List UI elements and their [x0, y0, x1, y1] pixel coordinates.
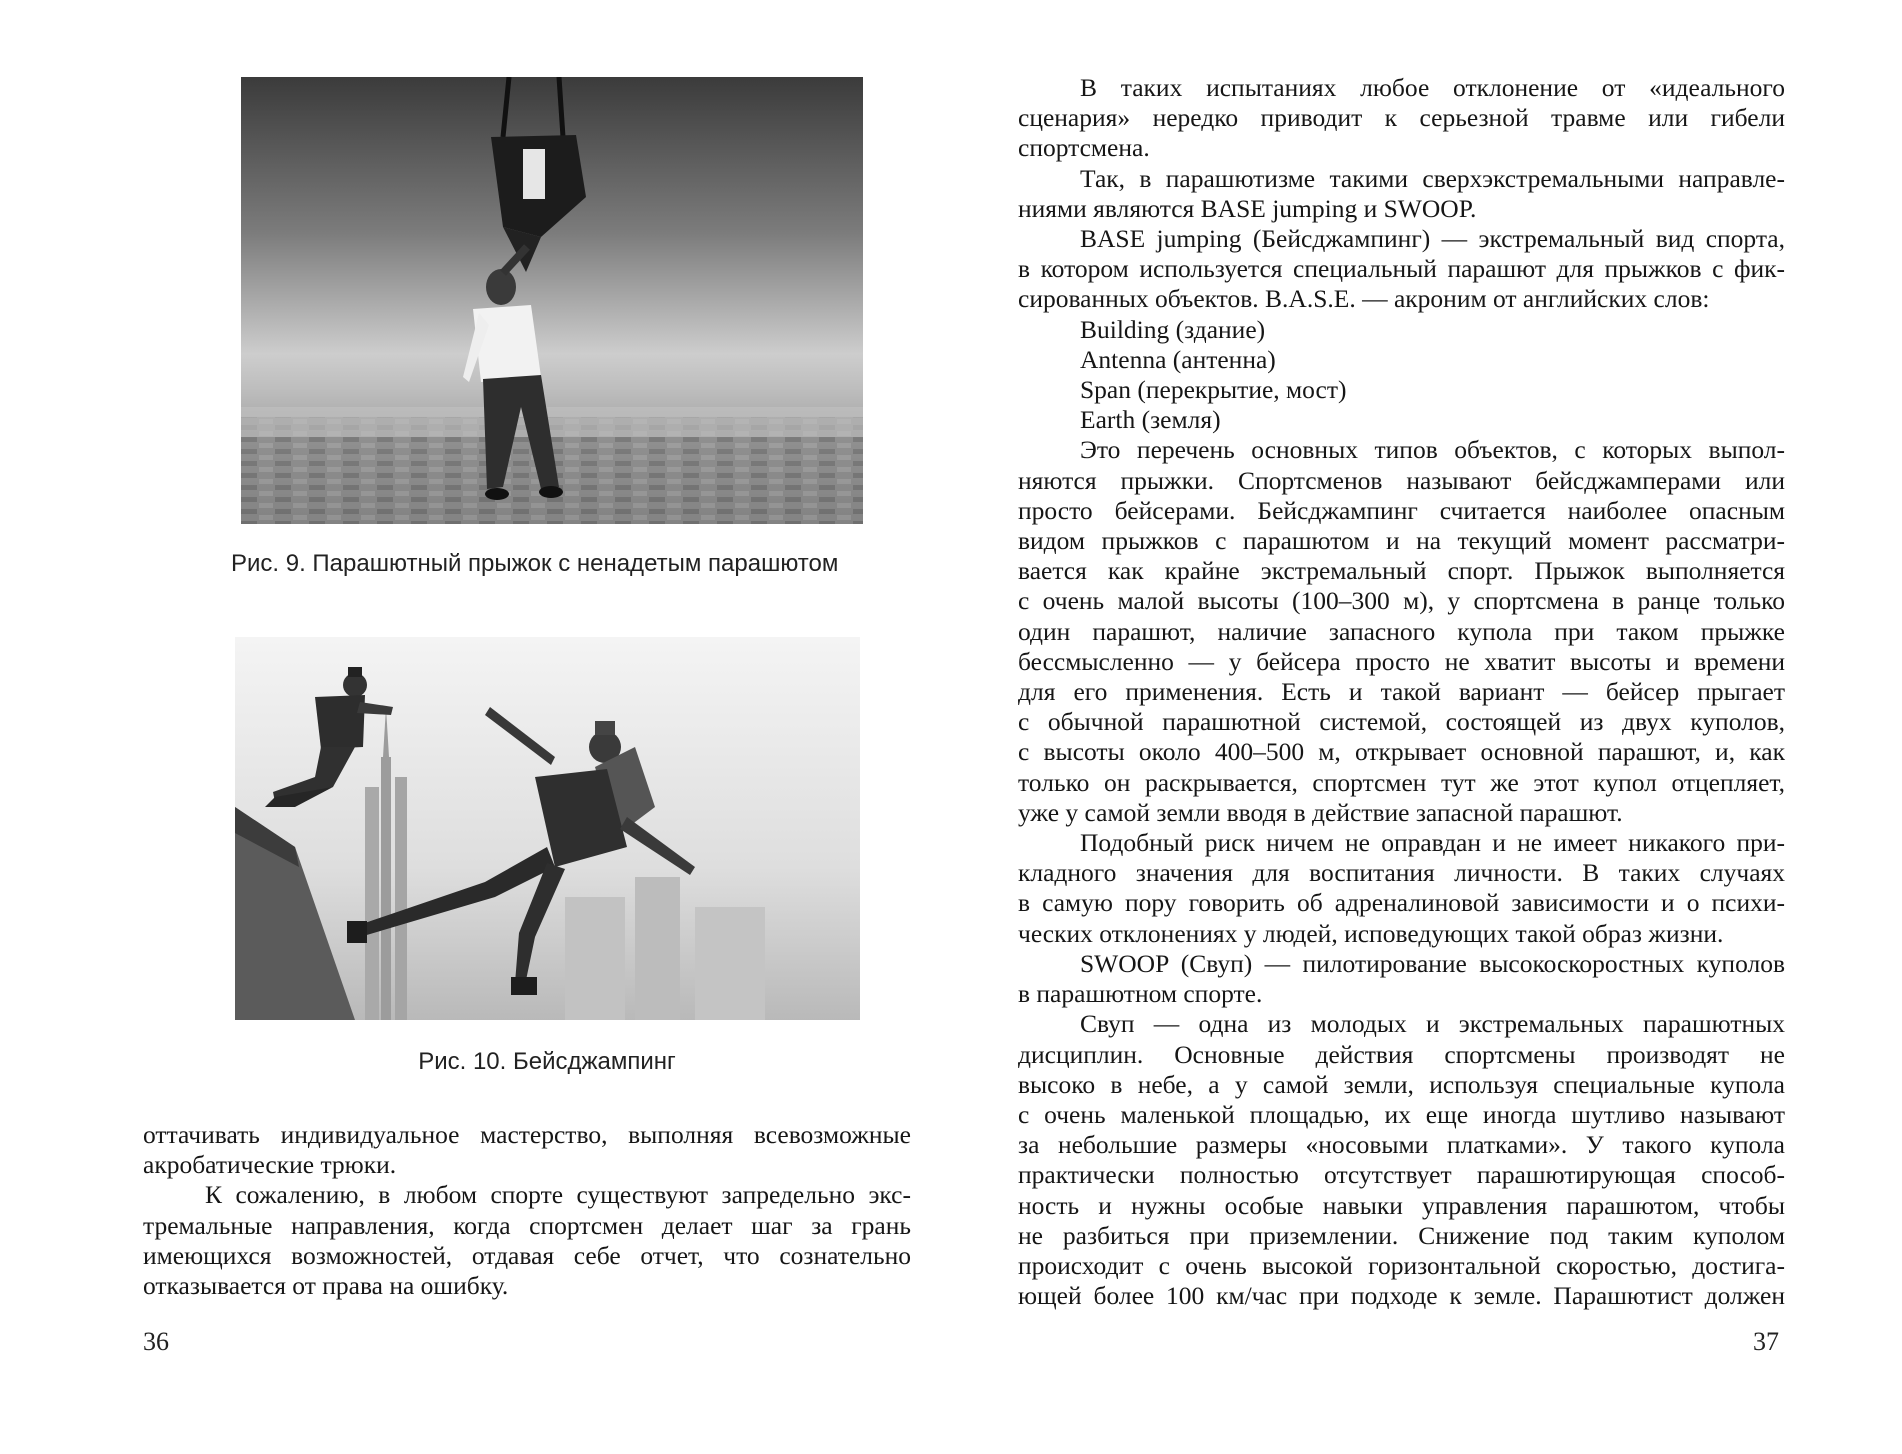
- right-page-text: [1018, 73, 1785, 1311]
- text-line: происходит с очень высокой горизонтальной скоростью, достига-: [1018, 1250, 1785, 1280]
- text-line: дисциплин. Основные действия спортсмены производят не: [1018, 1039, 1785, 1069]
- text-line: спортсмена.: [1018, 133, 1150, 163]
- text-line: В таких испытаниях любое отклонение от «идеального: [1080, 73, 1785, 102]
- text-line: ющей более 100 км/час при подходе к земле. Парашютист должен: [1018, 1281, 1785, 1311]
- figure-9-caption: Рис. 9. Парашютный прыжок с ненадетым парашютом: [231, 550, 839, 577]
- text-line: не разбиться при приземлении. Снижение под таким куполом: [1018, 1220, 1785, 1250]
- text-line: ниями являются BASE jumping и SWOOP.: [1018, 193, 1477, 223]
- text-line: няются прыжки. Спортсменов называют бейсджамперами или: [1018, 465, 1785, 495]
- text-line: Это перечень основных типов объектов, с которых выпол-: [1080, 435, 1785, 465]
- text-line: тремальные направления, когда спортсмен делает шаг за грань: [143, 1210, 911, 1240]
- text-line: кладного значения для воспитания личности. В таких случаях: [1018, 858, 1785, 888]
- text-line: высоко в небе, а у самой земли, используя специальные купола: [1018, 1069, 1785, 1099]
- text-line: с очень малой высоты (100–300 м), у спортсмена в ранце только: [1018, 586, 1785, 616]
- text-line: практически полностью отсутствует парашютирующая способ-: [1018, 1160, 1785, 1190]
- text-line: ческих отклонениях у людей, исповедующих такой образ жизни.: [1018, 918, 1724, 948]
- parachute-jump-photo: [241, 77, 863, 524]
- right-page: [951, 0, 1902, 1454]
- list-item: Span (перекрытие, мост): [1080, 375, 1347, 405]
- text-line: Свуп — одна из молодых и экстремальных парашютных: [1080, 1009, 1785, 1039]
- text-line: уже у самой земли вводя в действие запасной парашют.: [1018, 797, 1623, 827]
- text-line: имеющихся возможностей, отдавая себе отчет, что сознательно: [143, 1240, 911, 1270]
- text-line: отказывается от права на ошибку.: [143, 1271, 509, 1301]
- text-line: BASE jumping (Бейсджампинг) — экстремальный вид спорта,: [1080, 224, 1785, 254]
- text-line: видом прыжков с парашютом и на текущий момент рассматри-: [1018, 526, 1785, 556]
- figure-10-caption: Рис. 10. Бейсджампинг: [418, 1048, 676, 1075]
- base-jumping-photo: [235, 637, 860, 1020]
- text-line: с высоты около 400–500 м, открывает основной парашют, и, как: [1018, 737, 1785, 767]
- text-line: бессмысленно — у бейсера просто не хватит высоты и времени: [1018, 646, 1785, 676]
- text-line: за небольшие размеры «носовыми платками». У такого купола: [1018, 1130, 1785, 1160]
- list-item: Antenna (антенна): [1080, 344, 1276, 374]
- text-line: для его применения. Есть и такой вариант — бейсер прыгает: [1018, 677, 1785, 707]
- list-item: Building (здание): [1080, 314, 1266, 344]
- text-line: вается как крайне экстремальный спорт. Прыжок выполняется: [1018, 556, 1785, 586]
- text-line: в самую пору говорить об адреналиновой зависимости и о психи-: [1018, 888, 1785, 918]
- page-number: 36: [143, 1327, 169, 1356]
- text-line: SWOOP (Свуп) — пилотирование высокоскоростных куполов: [1080, 948, 1785, 978]
- text-line: один парашют, наличие запасного купола при таком прыжке: [1018, 616, 1785, 646]
- text-line: в котором используется специальный парашют для прыжков с фик-: [1018, 254, 1785, 284]
- text-line: ность и нужны особые навыки управления парашютом, чтобы: [1018, 1190, 1785, 1220]
- text-line: с очень маленькой площадью, их еще иногда шутливо называют: [1018, 1099, 1785, 1129]
- page-number: 37: [1753, 1327, 1779, 1356]
- left-page-text: [143, 1120, 911, 1301]
- text-line: только он раскрывается, спортсмен тут же этот купол отцепляет,: [1018, 767, 1785, 797]
- list-item: Earth (земля): [1080, 405, 1221, 435]
- text-line: акробатические трюки.: [143, 1150, 397, 1180]
- text-line: с обычной парашютной системой, состоящей из двух куполов,: [1018, 707, 1785, 737]
- text-line: К сожалению, в любом спорте существуют запредельно экс-: [205, 1180, 911, 1210]
- text-line: в парашютном спорте.: [1018, 979, 1263, 1009]
- text-line: сированных объектов. B.A.S.E. — акроним от английских слов:: [1018, 284, 1710, 314]
- text-line: Подобный риск ничем не оправдан и не имеет никакого при-: [1080, 828, 1785, 858]
- text-line: оттачивать индивидуальное мастерство, выполняя всевозможные: [143, 1120, 911, 1149]
- text-line: сценария» нередко приводит к серьезной травме или гибели: [1018, 103, 1785, 133]
- text-line: Так, в парашютизме такими сверхэкстремальными направле-: [1080, 163, 1785, 193]
- text-line: просто бейсерами. Бейсджампинг считается наиболее опасным: [1018, 495, 1785, 525]
